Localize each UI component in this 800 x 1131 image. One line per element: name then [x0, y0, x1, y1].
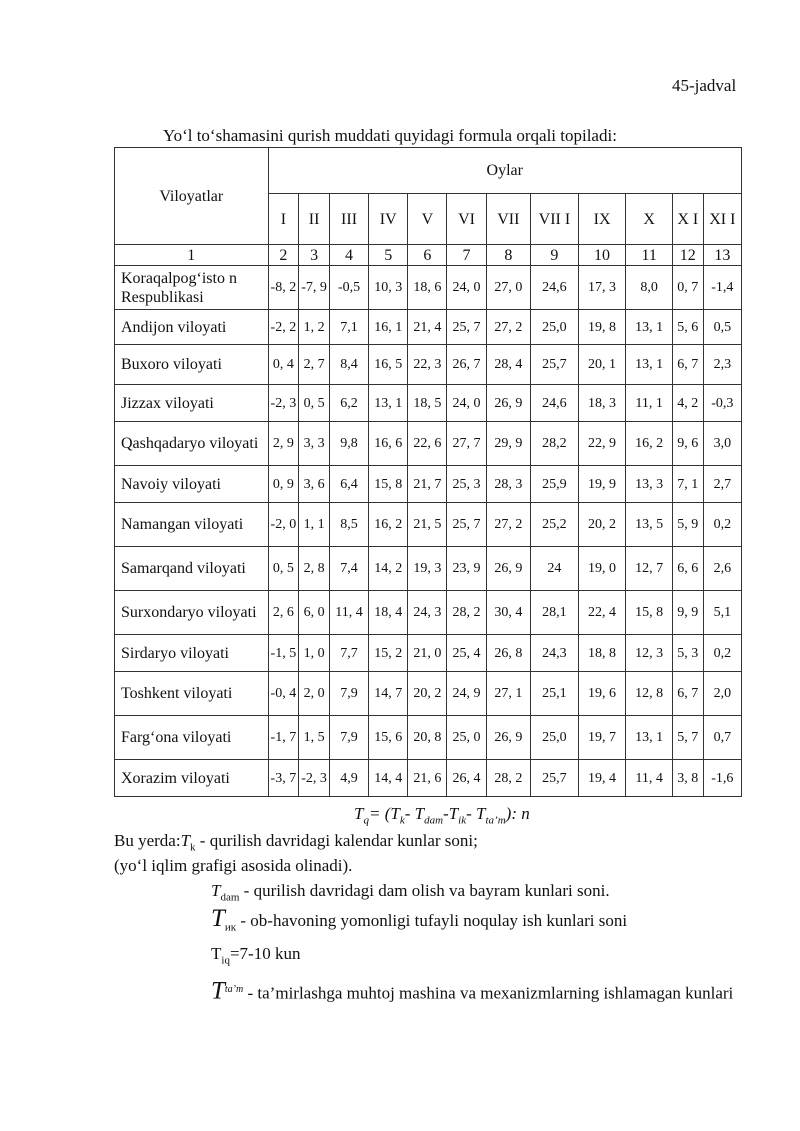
temperature-cell: 20, 2: [578, 503, 626, 547]
temperature-cell: 23, 9: [447, 547, 486, 591]
temperature-cell: 8,4: [329, 345, 368, 385]
table-row: [115, 716, 742, 760]
region-name-cell: Sirdaryo viloyati: [115, 635, 269, 672]
region-name-cell: Samarqand viloyati: [115, 547, 269, 591]
temperature-cell: 16, 6: [369, 422, 408, 466]
temperature-cell: 22, 3: [408, 345, 447, 385]
temperature-cell: 2, 0: [299, 672, 330, 716]
region-header: Viloyatlar: [115, 148, 269, 245]
table-row: [115, 345, 742, 385]
temperature-cell: 28, 3: [486, 466, 530, 503]
temperature-cell: 24, 3: [408, 591, 447, 635]
temperature-cell: 14, 4: [369, 760, 408, 797]
temperature-cell: 27, 7: [447, 422, 486, 466]
column-number-cell: 9: [531, 245, 579, 266]
temperature-cell: 24, 0: [447, 266, 486, 310]
temperature-cell: 20, 1: [578, 345, 626, 385]
temperature-cell: -2, 3: [268, 385, 299, 422]
temperature-cell: 6,2: [329, 385, 368, 422]
temperature-cell: 18, 8: [578, 635, 626, 672]
temperature-cell: 3, 3: [299, 422, 330, 466]
temperature-cell: 19, 6: [578, 672, 626, 716]
temperature-cell: 25,1: [531, 672, 579, 716]
table-row: [115, 466, 742, 503]
region-name-cell: Toshkent viloyati: [115, 672, 269, 716]
region-name-cell: Koraqalpog‘isto n Respublikasi: [115, 266, 269, 310]
table-row: [115, 503, 742, 547]
temperature-cell: -0,3: [703, 385, 741, 422]
table-row: [115, 422, 742, 466]
temperature-cell: 18, 6: [408, 266, 447, 310]
temperature-cell: 26, 9: [486, 385, 530, 422]
temperature-cell: -1,6: [703, 760, 741, 797]
temperature-cell: 27, 2: [486, 310, 530, 345]
region-name-cell: Navoiy viloyati: [115, 466, 269, 503]
temperature-cell: 25, 7: [447, 310, 486, 345]
temperature-cell: 7,4: [329, 547, 368, 591]
temperature-cell: 8,5: [329, 503, 368, 547]
temperature-cell: 22, 9: [578, 422, 626, 466]
temperature-cell: 1, 1: [299, 503, 330, 547]
temperature-cell: 2, 7: [299, 345, 330, 385]
region-name-cell: Xorazim viloyati: [115, 760, 269, 797]
temperature-cell: 26, 9: [486, 716, 530, 760]
column-number-cell: 10: [578, 245, 626, 266]
temperature-cell: 2, 6: [268, 591, 299, 635]
month-header-cell: VII: [486, 194, 530, 245]
temperature-cell: 2,7: [703, 466, 741, 503]
temperature-cell: 17, 3: [578, 266, 626, 310]
temperature-cell: 26, 9: [486, 547, 530, 591]
month-header-cell: II: [299, 194, 330, 245]
temperature-cell: 18, 5: [408, 385, 447, 422]
table-row: [115, 266, 742, 310]
month-header-cell: V: [408, 194, 447, 245]
temperature-cell: 0, 7: [672, 266, 703, 310]
region-name-cell: Surxondaryo viloyati: [115, 591, 269, 635]
month-header-cell: VI: [447, 194, 486, 245]
temperature-cell: 3, 6: [299, 466, 330, 503]
temperature-cell: 12, 8: [626, 672, 673, 716]
month-header-cell: X I: [672, 194, 703, 245]
temperature-cell: 29, 9: [486, 422, 530, 466]
column-number-cell: 11: [626, 245, 673, 266]
temperature-cell: 14, 7: [369, 672, 408, 716]
temperature-cell: 18, 4: [369, 591, 408, 635]
temperature-cell: 20, 2: [408, 672, 447, 716]
formula: $T_q= (T_k-$ $T_{dam}-T_{ik}-$ $T_{ta’m}$): n: [354, 804, 530, 827]
temperature-cell: 5,1: [703, 591, 741, 635]
column-number-cell: 4: [329, 245, 368, 266]
temperature-cell: 26, 7: [447, 345, 486, 385]
temperature-cell: 25,9: [531, 466, 579, 503]
temperature-cell: 25, 4: [447, 635, 486, 672]
temperature-cell: 28, 4: [486, 345, 530, 385]
temperature-cell: 9, 9: [672, 591, 703, 635]
temperature-cell: 12, 7: [626, 547, 673, 591]
month-header-cell: IX: [578, 194, 626, 245]
temperature-cell: 3,0: [703, 422, 741, 466]
temperature-cell: 14, 2: [369, 547, 408, 591]
temperature-cell: 28,2: [531, 422, 579, 466]
column-number-cell: 3: [299, 245, 330, 266]
temperature-cell: 25, 7: [447, 503, 486, 547]
table-row: [115, 635, 742, 672]
column-number-cell: 1: [115, 245, 269, 266]
temperature-cell: 30, 4: [486, 591, 530, 635]
temperature-cell: 15, 2: [369, 635, 408, 672]
temperature-cell: 15, 8: [626, 591, 673, 635]
temperature-cell: 19, 3: [408, 547, 447, 591]
temperature-cell: 26, 8: [486, 635, 530, 672]
climate-table: [114, 147, 742, 797]
temperature-cell: -2, 2: [268, 310, 299, 345]
temperature-cell: 19, 0: [578, 547, 626, 591]
table-row: [115, 310, 742, 345]
temperature-cell: 7,9: [329, 672, 368, 716]
temperature-cell: 25,0: [531, 310, 579, 345]
temperature-cell: 6,4: [329, 466, 368, 503]
temperature-cell: -2, 0: [268, 503, 299, 547]
temperature-cell: 6, 0: [299, 591, 330, 635]
month-header-cell: X: [626, 194, 673, 245]
temperature-cell: 19, 7: [578, 716, 626, 760]
column-number-cell: 13: [703, 245, 741, 266]
temperature-cell: 25,2: [531, 503, 579, 547]
table-row: [115, 672, 742, 716]
region-name-cell: Jizzax viloyati: [115, 385, 269, 422]
month-header-cell: XI I: [703, 194, 741, 245]
temperature-cell: 1, 2: [299, 310, 330, 345]
note-line-bad-weather: $T_{ик}$ - ob-havoning yomonligi tufayli noqulay ish kunlari soni: [211, 905, 628, 934]
temperature-cell: -0, 4: [268, 672, 299, 716]
temperature-cell: 25,7: [531, 760, 579, 797]
column-number-cell: 12: [672, 245, 703, 266]
temperature-cell: 25, 0: [447, 716, 486, 760]
column-number-cell: 6: [408, 245, 447, 266]
table-row: [115, 385, 742, 422]
temperature-cell: 19, 4: [578, 760, 626, 797]
temperature-cell: 24,6: [531, 385, 579, 422]
temperature-cell: 2,0: [703, 672, 741, 716]
note-line-rest-days: $T_{dam}$ - qurilish davridagi dam olish va bayram kunlari soni.: [211, 881, 610, 904]
temperature-cell: 5, 9: [672, 503, 703, 547]
table-number-label: 45-jadval: [672, 76, 737, 95]
temperature-cell: 24,3: [531, 635, 579, 672]
temperature-cell: 28, 2: [447, 591, 486, 635]
temperature-cell: 16, 2: [369, 503, 408, 547]
temperature-cell: -1, 7: [268, 716, 299, 760]
temperature-cell: 0,5: [703, 310, 741, 345]
temperature-cell: 24, 0: [447, 385, 486, 422]
temperature-cell: 19, 8: [578, 310, 626, 345]
temperature-cell: -7, 9: [299, 266, 330, 310]
temperature-cell: 27, 1: [486, 672, 530, 716]
temperature-cell: 21, 4: [408, 310, 447, 345]
temperature-cell: 0, 5: [268, 547, 299, 591]
temperature-cell: 6, 6: [672, 547, 703, 591]
temperature-cell: 0, 9: [268, 466, 299, 503]
region-name-cell: Namangan viloyati: [115, 503, 269, 547]
temperature-cell: 24, 9: [447, 672, 486, 716]
temperature-cell: 0,2: [703, 503, 741, 547]
temperature-cell: 27, 0: [486, 266, 530, 310]
temperature-cell: 19, 9: [578, 466, 626, 503]
temperature-cell: 22, 6: [408, 422, 447, 466]
temperature-cell: 22, 4: [578, 591, 626, 635]
temperature-cell: 10, 3: [369, 266, 408, 310]
temperature-cell: 9,8: [329, 422, 368, 466]
temperature-cell: 15, 6: [369, 716, 408, 760]
region-name-cell: Qashqadaryo viloyati: [115, 422, 269, 466]
months-header: Oylar: [268, 148, 741, 194]
temperature-cell: 16, 1: [369, 310, 408, 345]
temperature-cell: 20, 8: [408, 716, 447, 760]
temperature-cell: 4, 2: [672, 385, 703, 422]
temperature-cell: 7,7: [329, 635, 368, 672]
temperature-cell: -3, 7: [268, 760, 299, 797]
region-name-cell: Andijon viloyati: [115, 310, 269, 345]
temperature-cell: 9, 6: [672, 422, 703, 466]
temperature-cell: 13, 1: [626, 345, 673, 385]
temperature-cell: 13, 3: [626, 466, 673, 503]
temperature-cell: 24,6: [531, 266, 579, 310]
note-line-iq-range: $T_{iq}=7-10$ kun: [211, 944, 301, 967]
temperature-cell: 28, 2: [486, 760, 530, 797]
region-name-cell: Buxoro viloyati: [115, 345, 269, 385]
temperature-cell: -0,5: [329, 266, 368, 310]
temperature-cell: 5, 6: [672, 310, 703, 345]
temperature-cell: 7, 1: [672, 466, 703, 503]
temperature-cell: 13, 1: [369, 385, 408, 422]
temperature-cell: -8, 2: [268, 266, 299, 310]
temperature-cell: 6, 7: [672, 345, 703, 385]
temperature-cell: 2, 9: [268, 422, 299, 466]
temperature-cell: 3, 8: [672, 760, 703, 797]
temperature-cell: 0,2: [703, 635, 741, 672]
temperature-cell: 1, 5: [299, 716, 330, 760]
temperature-cell: 16, 5: [369, 345, 408, 385]
temperature-cell: 13, 5: [626, 503, 673, 547]
temperature-cell: 21, 5: [408, 503, 447, 547]
temperature-cell: 28,1: [531, 591, 579, 635]
temperature-cell: -1,4: [703, 266, 741, 310]
temperature-cell: 18, 3: [578, 385, 626, 422]
temperature-cell: 15, 8: [369, 466, 408, 503]
table-row: [115, 591, 742, 635]
temperature-cell: 11, 4: [626, 760, 673, 797]
note-line-calendar-days: Bu $yerda:T_k$ - qurilish davridagi kalendar kunlar soni;: [114, 831, 478, 854]
region-name-cell: Farg‘ona viloyati: [115, 716, 269, 760]
temperature-cell: 26, 4: [447, 760, 486, 797]
temperature-cell: 24: [531, 547, 579, 591]
temperature-cell: 21, 7: [408, 466, 447, 503]
temperature-cell: -2, 3: [299, 760, 330, 797]
temperature-cell: 4,9: [329, 760, 368, 797]
temperature-cell: 12, 3: [626, 635, 673, 672]
temperature-cell: 2,3: [703, 345, 741, 385]
temperature-cell: 5, 7: [672, 716, 703, 760]
temperature-cell: 16, 2: [626, 422, 673, 466]
temperature-cell: 25, 3: [447, 466, 486, 503]
table-row: [115, 547, 742, 591]
temperature-cell: 5, 3: [672, 635, 703, 672]
column-number-cell: 5: [369, 245, 408, 266]
temperature-cell: 2,6: [703, 547, 741, 591]
temperature-cell: 11, 1: [626, 385, 673, 422]
temperature-cell: 21, 6: [408, 760, 447, 797]
temperature-cell: 13, 1: [626, 716, 673, 760]
temperature-cell: 27, 2: [486, 503, 530, 547]
temperature-cell: 13, 1: [626, 310, 673, 345]
temperature-cell: 1, 0: [299, 635, 330, 672]
column-number-cell: 2: [268, 245, 299, 266]
month-header-cell: IV: [369, 194, 408, 245]
temperature-cell: 6, 7: [672, 672, 703, 716]
note-line-climate-graph: (yo‘l iqlim grafigi asosida olinadi).: [114, 856, 353, 875]
temperature-cell: 25,0: [531, 716, 579, 760]
temperature-cell: 11, 4: [329, 591, 368, 635]
temperature-cell: -1, 5: [268, 635, 299, 672]
month-header-cell: III: [329, 194, 368, 245]
temperature-cell: 7,1: [329, 310, 368, 345]
note-line-repair-days: $T^{ta’m}$ - ta’mirlashga muhtoj mashina va mexanizmlarning ishlamagan kunlari: [211, 977, 734, 1005]
temperature-cell: 7,9: [329, 716, 368, 760]
temperature-cell: 25,7: [531, 345, 579, 385]
temperature-cell: 8,0: [626, 266, 673, 310]
month-header-cell: I: [268, 194, 299, 245]
column-number-cell: 8: [486, 245, 530, 266]
temperature-cell: 21, 0: [408, 635, 447, 672]
intro-sentence: Yo‘l to‘shamasini qurish muddati quyidagi formula orqali topiladi:: [163, 126, 617, 145]
temperature-cell: 0, 5: [299, 385, 330, 422]
temperature-cell: 2, 8: [299, 547, 330, 591]
temperature-cell: 0, 4: [268, 345, 299, 385]
table-row: [115, 760, 742, 797]
month-header-cell: VII I: [531, 194, 579, 245]
column-number-cell: 7: [447, 245, 486, 266]
temperature-cell: 0,7: [703, 716, 741, 760]
